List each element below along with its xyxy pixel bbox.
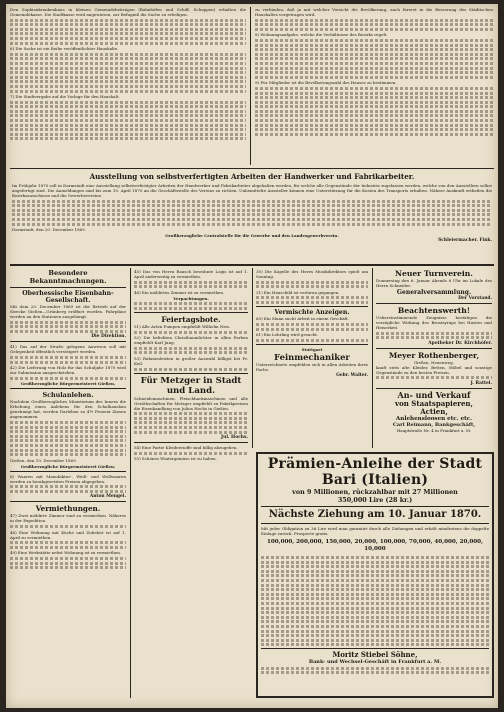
top-left-note-1: 6) Die Sache ist ein Reihe veröffentlichter Haushalte.	[10, 46, 119, 52]
school-loan-signature: Großherzogliche Bürgermeisterei Gießen.	[20, 463, 116, 469]
mid-subheader: Verpachtungen.	[173, 295, 209, 301]
school-loan-date: Gießen, den 10. December 1869.	[10, 457, 77, 463]
right-note-2: 31) Ein Hauschild ist verloren gegangen.	[256, 289, 340, 295]
school-loan-text: Nachdem Großherzogliches Ministerium des Innern die Erhebung eines Anlehens für den Schulhausbau genehmigt hat, werden Darlehen zu 4½ Prozent Zinsen angenommen.	[10, 399, 126, 420]
lottery-line-2: 350,000 Lire (28 kr.)	[337, 496, 413, 504]
company-signature: Die Direktion.	[91, 334, 126, 340]
turnverein-text: Donnerstag den 6. Januar Abends 8 Uhr im Lokale des Herrn Schneider.	[376, 278, 492, 288]
top-right-text: zu verbinden, daß ja mit welcher Vorsicht die Bevölkerung, auch fürerst in die Besserung des Städtischen Haushaltes vorgetragen wird.	[255, 7, 493, 17]
lottery-line-1: von 9 Millionen, rückzahlbar mit 27 Millionen	[292, 488, 458, 496]
top-left-note-2: 7) Die Stadtvergabe auf die Vorlage für den Haushalt.	[10, 94, 120, 100]
misc-ad-1: 60) Ein Mann sucht Arbeit in einem Geschäft.	[256, 316, 350, 322]
top-rule	[10, 168, 494, 169]
exhibition-notice	[12, 172, 492, 260]
meyer-title: Meyer Rothenberger,	[388, 350, 480, 360]
feiertag-3: 53) Rahmenleisten in großer Auswahl billigst bei Fr. Keil.	[134, 355, 248, 366]
general-meeting-title: Generalversammlung.	[396, 289, 472, 296]
misc-ads-title: Vermischte Anzeigen.	[274, 308, 350, 316]
market-1: 54) Eine Partie Kleiderstoffe sind billig abzugeben.	[134, 445, 238, 451]
lottery-title: Prämien-Anleihe der Stadt Bari (Italien)	[267, 456, 483, 488]
mechanic-title: Feinmechaniker	[274, 351, 350, 362]
announcement-1: 41) Das auf der Straße gelegene Anwesen soll mit Gelegenheit öffentlich versteigert werden.	[10, 344, 126, 355]
announcement-2: 42) Die Lieferung von Holz für das Schuljahr 1870 wird zur Submission ausgeschrieben.	[10, 365, 126, 376]
let-1: 47) Zwei möblirte Zimmer sind zu vermiethen. Näheres in der Expedition.	[10, 513, 126, 524]
small-notice-signature: Anton Mengel.	[89, 494, 126, 500]
left-header: Besondere Bekanntmachungen.	[29, 269, 107, 285]
mechanic-signature: Gebr. Walter.	[336, 372, 368, 378]
col-divider-1	[130, 268, 131, 698]
butcher-title: Für Metzger in Stadt und Land.	[140, 375, 242, 396]
far-right-column	[376, 269, 492, 449]
butcher-signature: Jul. Hochs.	[221, 435, 248, 441]
stuttgart-label: Stuttgart	[301, 346, 323, 352]
meyer-subtitle: Gießen, Neuenweg,	[413, 359, 454, 365]
top-right-note-1: 8) Wohnungsaufgabe, welche die Verhältnisse des Bezirks regelt.	[255, 32, 388, 38]
noteworthy-title: Beachtenswerth!	[397, 306, 471, 315]
meyer-signature: J. Rattel.	[470, 380, 492, 386]
feiertag-1: 51) Alle Arten Pumpen empfiehlt Wilhelm Nies.	[134, 323, 231, 329]
feiertag-2: 52) Die beliebten Christbaumlichter in allen Farben empfiehlt Karl Jung.	[134, 335, 248, 346]
mid-ad-1: 45) Das von Herrn Rausch bewohnte Logis ist auf 1. April anderweitig zu vermiethen.	[134, 269, 248, 279]
lottery-firm-2: Bank- und Wechsel-Geschäft in Frankfurt a. M.	[308, 659, 442, 666]
lottery-body: Mit jeder Obligation zu 36 Lire wird man garantirt durch alle Ziehungen und erhält mindestens die doppelte Einlage zurück. Prospecte gratis.	[261, 526, 489, 536]
turnverein-title: Neuer Turnverein.	[395, 269, 473, 278]
trade-line-3: Anlehensloosen etc. etc.	[395, 415, 473, 422]
small-notice: 6) Waaren mit Manufaktur-, Weiß- und Wollwaaren werden zu herabgesetzten Preisen abgegeben.	[10, 473, 126, 484]
notice-authority: Großherzogliche Centralstelle für die Gewerbe und den Landesgewerbverein.	[165, 233, 339, 239]
company-text: Mit dem 20. December 1869 ist der Betrieb auf der Strecke Gießen—Grünberg eröffnet worden. Fahrpläne werden an den Stationen ausgehängt.	[10, 304, 126, 319]
notice-dateline: Darmstadt, den 20. December 1869.	[12, 227, 86, 233]
market-2: 55) Schönes Wintergemüse ist zu haben.	[134, 456, 217, 462]
top-right-column	[255, 7, 493, 167]
misc-ad-2: 61) Ein Lehrling wird gesucht.	[256, 332, 319, 338]
lottery-advert	[256, 452, 494, 698]
let-2: 48) Eine Wohnung mit Küche und Zubehör ist auf 1. April zu vermiethen.	[10, 529, 126, 540]
middle-column	[134, 269, 248, 699]
notice-body: Im Frühjahr 1870 soll in Darmstadt eine Ausstellung selbstverfertigter Arbeiten der Handwerker und Fabrikarbeiter abgehalten werden, für welche alle Gegenstände der Industrie zugelassen werden, welche von den Ausstellern selbst angefertigt sind. Die Anmeldungen sind bis zum 15. April 1870 an die Geschäftsstelle des Vereins zu richten. Unbemittelte Aussteller können eine Unterstützung für die Kosten des Transports erhalten. Nähere Auskunft ertheilen die Bezirksausschüsse und die Gewerbevereine.	[12, 183, 492, 198]
noteworthy-text: Uebereinstimmende Zeugnisse bestätigen die vorzügliche Wirkung des Brustsyrups bei Husten und Heiserkeit.	[376, 315, 492, 330]
general-meeting-signature: Der Vorstand.	[458, 296, 492, 301]
newspaper-page	[6, 4, 498, 708]
top-left-text: Den Sophienkrankenhaus in kleinen Gemeindebeiträgen (Bahnhöfen und Schiff, Schuppen) erhalten die Gemeindekasse. Die Stadtkasse wird angewiesen, zur Befugniß die Sache zu erledigen.	[10, 7, 246, 17]
notice-signature: Schleiermacher. Fink.	[438, 238, 492, 244]
school-loan-title: Schulanlehen.	[42, 391, 94, 400]
feiertag-title: Feiertagsbote.	[161, 314, 221, 324]
meyer-text: kauft stets alte Kleider, Betten, Möbel und sonstige Gegenstände zu den besten Preisen.	[376, 364, 492, 375]
trade-title: An- und Verkauf	[397, 389, 471, 400]
col-divider-2	[252, 268, 253, 448]
butcher-text: Schneidemaschinen, Fleischhackmaschinen und alle Geräthschaften für Metzger empfiehlt zu Fabrikpreisen die Eisenhandlung von Julius Hochs in Gießen.	[134, 395, 248, 411]
section-rule	[10, 264, 494, 266]
mechanic-text: Unterzeichnete empfehlen sich in allen Arbeiten ihres Fachs.	[256, 361, 368, 372]
right-column	[256, 269, 368, 449]
notice-title: Ausstellung von selbstverfertigten Arbeiten der Handwerker und Fabrikarbeiter.	[89, 172, 415, 181]
trade-address: Hauptstraße Nr. 4 in Frankfurt a. M.	[396, 427, 472, 433]
office-name: Großherzogliche Bürgermeisterei Gießen.	[20, 381, 116, 387]
noteworthy-signature: Apotheker Dr. Kirchhöfer.	[428, 340, 492, 346]
trade-line-1: von Staatspapieren,	[395, 398, 473, 408]
lottery-prizes: 100,000, 200,000, 150,000, 20,000, 100,000, 70,000, 40,000, 20,000, 10,000	[266, 539, 484, 552]
company-name: Oberhessische Eisenbahn-Gesellschaft.	[22, 290, 114, 304]
lottery-draw-date: Nächste Ziehung am 10. Januar 1870.	[268, 509, 482, 520]
col-divider-3	[372, 268, 373, 448]
left-column	[10, 269, 126, 699]
trade-line-2: Actien,	[420, 406, 448, 416]
top-left-column	[10, 7, 246, 167]
mid-ad-2: 46) Ein möblirtes Zimmer ist zu vermiethen.	[134, 289, 225, 295]
right-note-1: 30) Die Kapelle des Herrn Musikdirektors spielt am Sonntag.	[256, 269, 368, 279]
lets-title: Vermiethungen.	[35, 504, 101, 514]
top-divider	[250, 7, 251, 165]
let-3: 49) Eine Werkstätte nebst Wohnung ist zu vermiethen.	[10, 550, 122, 556]
lottery-firm: Moritz Stiebel Söhne,	[332, 650, 418, 660]
top-right-note-2: 9) Für Mitglieder ist die Bevölkerungszahl des Hauses zu bestimmen.	[255, 80, 397, 86]
trade-name: Carl Reimann, Bankgeschäft,	[392, 421, 476, 428]
